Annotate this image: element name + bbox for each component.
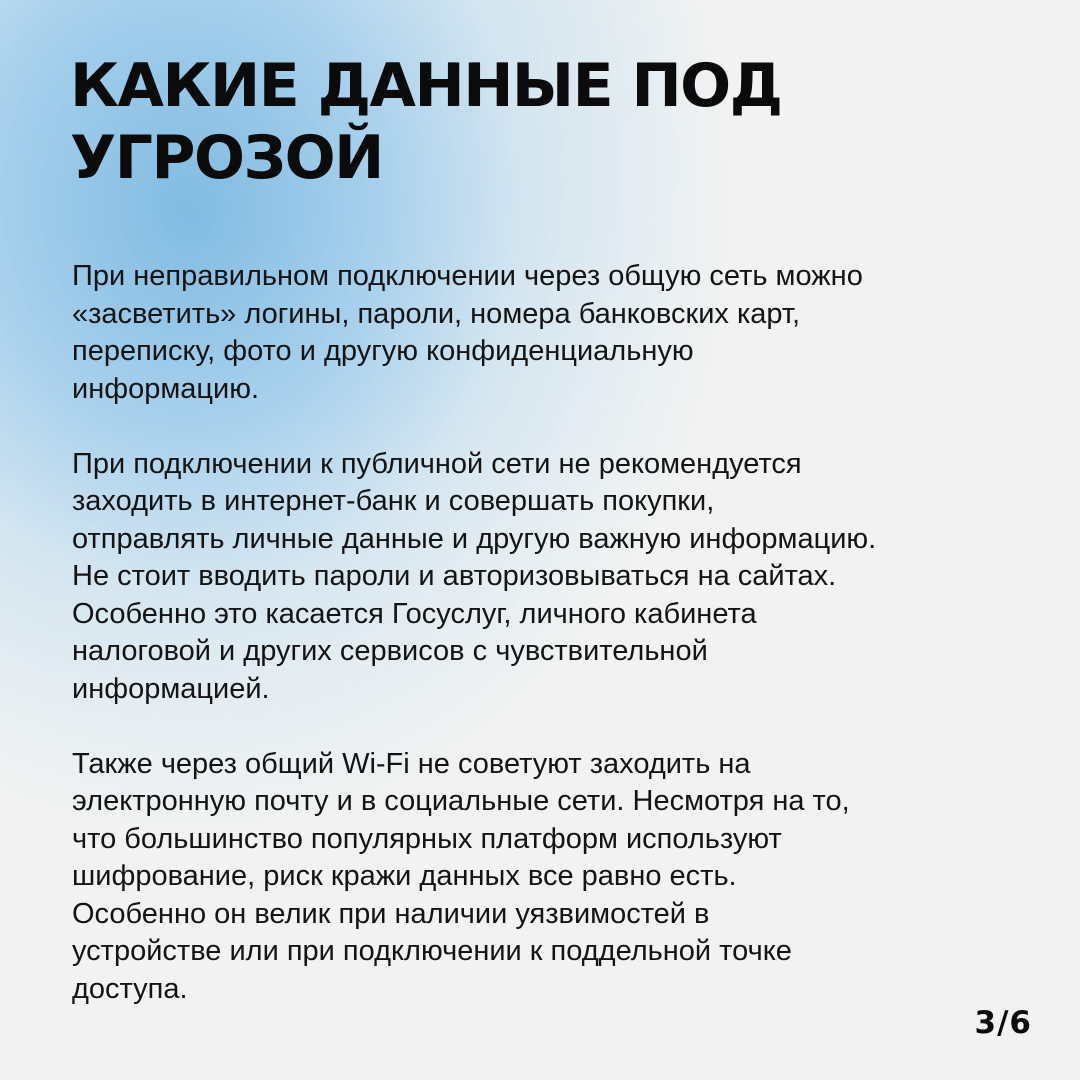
paragraph-line: Особенно это касается Госуслуг, личного кабинета [72,597,757,630]
slide-title-line: УГРОЗОЙ [70,123,383,193]
paragraph-line: информацией. [72,672,270,705]
paragraph-line: шифрование, риск кражи данных все равно есть. [72,860,737,892]
paragraph-line: При подключении к публичной сети не рекомендуется [72,447,802,480]
paragraph-line: электронную почту и в социальные сети. Несмотря на то, [72,785,850,817]
paragraph-line: Также через общий Wi-Fi не советуют заходить на [72,747,751,780]
paragraph-line: При неправильном подключении через общую сеть можно [72,260,863,292]
slide-body [72,258,1032,1046]
paragraph-wifi-risks [72,746,1032,1009]
paragraph-line: отправлять личные данные и другую важную информацию. [72,522,877,555]
paragraph-line: переписку, фото и другую конфиденциальную [72,335,694,367]
paragraph-line: доступа. [72,972,188,1005]
paragraph-line: Не стоит вводить пароли и авторизовываться на сайтах. [72,560,837,592]
paragraph-public-network-advice [72,446,1032,709]
paragraph-line: «засветить» логины, пароли, номера банковских карт, [72,297,801,330]
slide-title [70,50,970,194]
paragraph-line: устройстве или при подключении к поддельной точке [72,935,792,967]
page-counter: 3/6 [974,1005,1032,1041]
paragraph-line: налоговой и других сервисов с чувствительной [72,635,708,667]
paragraph-line: заходить в интернет-банк и совершать покупки, [72,485,715,517]
paragraph-line: Особенно он велик при наличии уязвимостей в [72,897,710,930]
paragraph-line: информацию. [72,372,260,405]
slide-title-line: КАКИЕ ДАННЫЕ ПОД [70,51,782,121]
paragraph-line: что большинство популярных платформ используют [72,822,782,855]
paragraph-data-exposure [72,258,1032,408]
